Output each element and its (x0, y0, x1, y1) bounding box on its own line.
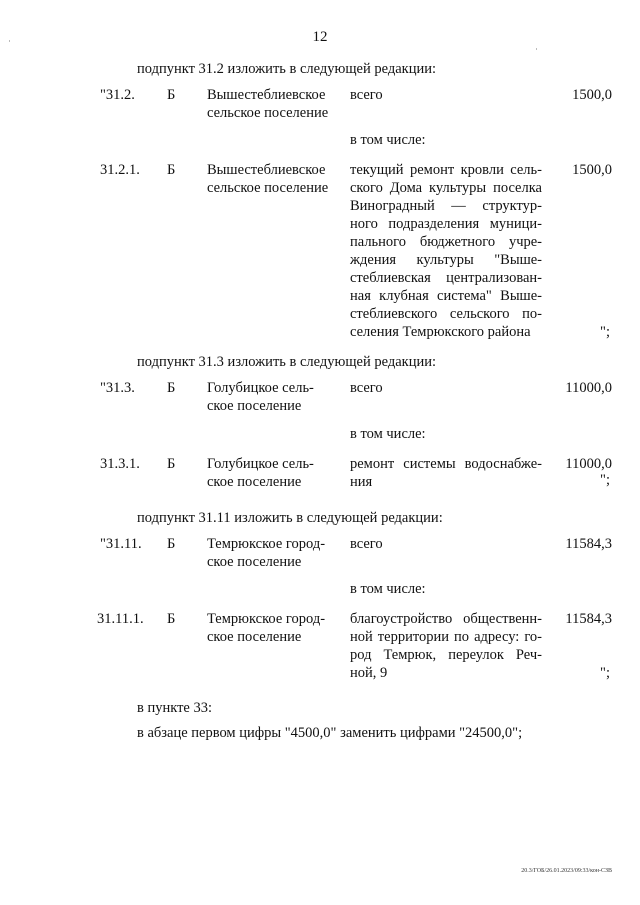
section-instruction: подпункт 31.11 изложить в следующей редакции: (137, 510, 443, 526)
row-name (207, 535, 342, 571)
desc-line: ремонт системы водоснабже- (350, 456, 542, 472)
row-number: "31.3. (100, 380, 135, 396)
row-name-line: Голубицкое сель- (207, 456, 314, 472)
row-amount: 11000,0 (565, 456, 612, 472)
page-number: 12 (312, 29, 328, 45)
row-name (207, 379, 342, 415)
closing-quote: "; (600, 472, 610, 488)
desc-line: стеблиевская централизован- (350, 270, 542, 286)
footer-stamp: 20.3/ГОБ/26.01.2023/09:33/кон-СЗВ (521, 868, 612, 874)
desc-line: ной территории по адресу: го- (350, 629, 542, 645)
row-name-line: ское поселение (207, 398, 302, 414)
row-name-line: Голубицкое сель- (207, 380, 314, 396)
row-amount: 11584,3 (565, 611, 612, 627)
row-type: Б (167, 380, 176, 396)
row-type: Б (167, 611, 176, 627)
scan-artifact (9, 40, 10, 42)
desc-line: ной, 9 (350, 665, 388, 681)
row-number: "31.11. (100, 536, 142, 552)
row-name-line: ское поселение (207, 554, 302, 570)
scan-artifact (536, 48, 537, 50)
section-instruction: подпункт 31.3 изложить в следующей редакции: (137, 354, 437, 370)
final-instruction: в абзаце первом цифры "4500,0" заменить цифрами "24500,0"; (137, 725, 523, 741)
row-type: Б (167, 162, 176, 178)
row-number: 31.3.1. (100, 456, 140, 472)
row-amount: 1500,0 (572, 162, 612, 178)
row-desc: всего (350, 536, 383, 552)
row-amount: 11584,3 (565, 536, 612, 552)
row-name (207, 161, 342, 197)
row-name-line: ское поселение (207, 474, 302, 490)
row-name (207, 86, 342, 122)
row-name-line: Темрюкское город- (207, 611, 326, 627)
desc-line: селения Темрюкского района (350, 324, 531, 340)
row-desc (350, 610, 542, 682)
desc-line: ждения культуры "Выше- (350, 252, 542, 268)
row-number: "31.2. (100, 87, 135, 103)
desc-line: род Темрюк, переулок Реч- (350, 647, 542, 663)
row-desc: всего (350, 380, 383, 396)
closing-quote: "; (600, 665, 610, 681)
row-type: Б (167, 87, 176, 103)
row-amount: 11000,0 (565, 380, 612, 396)
point-label: в пункте 33: (137, 700, 213, 716)
desc-line: ния (350, 474, 373, 490)
desc-line: текущий ремонт кровли сель- (350, 162, 542, 178)
row-number: 31.11.1. (97, 611, 144, 627)
row-name (207, 610, 342, 646)
row-number: 31.2.1. (100, 162, 140, 178)
including-label: в том числе: (350, 132, 426, 148)
row-desc (350, 161, 542, 341)
including-label: в том числе: (350, 581, 426, 597)
row-amount: 1500,0 (572, 87, 612, 103)
including-label: в том числе: (350, 426, 426, 442)
row-type: Б (167, 456, 176, 472)
row-desc (350, 455, 542, 491)
row-type: Б (167, 536, 176, 552)
desc-line: ная клубная система" Выше- (350, 288, 542, 304)
row-name (207, 455, 342, 491)
row-name-line: сельское поселение (207, 180, 329, 196)
row-desc: всего (350, 87, 383, 103)
row-name-line: Вышестеблиевское (207, 162, 326, 178)
desc-line: ского Дома культуры поселка (350, 180, 542, 196)
row-name-line: ское поселение (207, 629, 302, 645)
desc-line: стеблиевского сельского по- (350, 306, 542, 322)
closing-quote: "; (600, 324, 610, 340)
desc-line: пального бюджетного учре- (350, 234, 542, 250)
row-name-line: Темрюкское город- (207, 536, 326, 552)
row-name-line: сельское поселение (207, 105, 329, 121)
row-name-line: Вышестеблиевское (207, 87, 326, 103)
desc-line: Виноградный — структур- (350, 198, 542, 214)
section-instruction: подпункт 31.2 изложить в следующей редакции: (137, 61, 437, 77)
desc-line: благоустройство общественн- (350, 611, 542, 627)
desc-line: ного подразделения муници- (350, 216, 542, 232)
